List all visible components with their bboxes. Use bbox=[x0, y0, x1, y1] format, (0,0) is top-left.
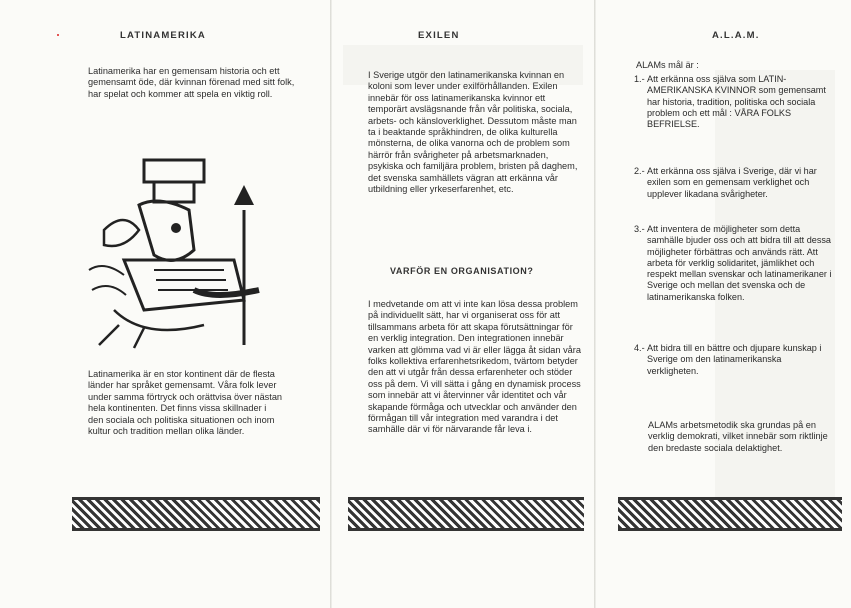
organisation-paragraph bbox=[368, 299, 582, 436]
decorative-border bbox=[72, 497, 320, 531]
panel-heading: A.L.A.M. bbox=[712, 30, 760, 41]
goal-text: Att bidra till en bättre och djupare kunskap i Sverige om den latinamerikanska verkligheten. bbox=[647, 343, 822, 376]
goals-intro: ALAMs mål är : bbox=[636, 60, 699, 70]
goal-text: Att erkänna oss själva i Sverige, där vi har exilen som en gemensam verklighet och upplever likadana svårigheter. bbox=[647, 166, 817, 199]
paragraph-text: I medvetande om att vi inte kan lösa dessa problem på individuellt sätt, har vi organiserat oss för att tillsammans arbeta för att skapa förutsättningar för en verklig integration. Den integrationen innebär varken att glömma vad vi är eller lägga åt sidan våra folks kollektiva erfarenhetsrikedom, tvärtom betyder den att vi utgår från dessa erfarenheter och stöder oss på dem. Vi vill sätta i gång en dynamisk process som innebär att vi återvinner vår identitet och vår skapande förmåga och utvecklar och använder den förmågan till vår integration med varandra i det samhälle där vi för närvarande får leva i. bbox=[368, 299, 581, 435]
panel-heading: LATINAMERIKA bbox=[120, 30, 206, 41]
paragraph-text: ALAMs arbetsmetodik ska grundas på en verklig demokrati, vilket innebär som riktlinje den bredaste sociala delaktighet. bbox=[648, 420, 828, 453]
section-subheading: VARFÖR EN ORGANISATION? bbox=[390, 266, 534, 276]
goal-number: 2.- bbox=[634, 166, 645, 176]
goal-text: Att inventera de möjligheter som detta samhälle bjuder oss och att bidra till att dessa möjligheter förbättras och används rätt. Att arbeta för verklig solidaritet, jämlikhet och respekt mellan svenskar och latinamerikaner i Sverige och mellan det svenska och de latinamerikanska folken. bbox=[647, 224, 832, 302]
goal-item-1 bbox=[634, 74, 832, 130]
paragraph-text: I Sverige utgör den latinamerikanska kvinnan en koloni som lever under exilförhållanden. Exilen innebär för oss latinamerikanska kvinnor ett temporärt avslägsnande från vår politiska, sociala, arbets- och känsloverklighet. Dessutom måste man ta i beaktande språkhindren, de olika kulturella mönsterna, de olika vanorna och de problem som härrör från svårigheter på arbetsmarknaden, psykiska och familjära problem, bristen på daghem, det svenska samhällets vägran att erkänna vår utbildning eller yrkeserfarenhet, etc. bbox=[368, 70, 578, 195]
goal-text: Att erkänna oss själva som LATIN-AMERIKANSKA KVINNOR som gemensamt har historia, tradition, politiska och sociala problem och ett mål : VÅRA FOLKS BEFRIELSE. bbox=[647, 74, 826, 130]
intro-paragraph bbox=[88, 66, 306, 100]
mayan-figure-icon bbox=[84, 150, 274, 350]
panel-heading: EXILEN bbox=[418, 30, 460, 41]
closing-paragraph bbox=[648, 420, 834, 454]
goal-item-3 bbox=[634, 224, 832, 303]
continent-paragraph bbox=[88, 369, 284, 437]
goal-number: 4.- bbox=[634, 343, 645, 353]
decorative-border bbox=[618, 497, 842, 531]
goal-item-2 bbox=[634, 166, 832, 200]
decorative-border bbox=[348, 497, 584, 531]
paragraph-text: Latinamerika har en gemensam historia och ett gemensamt öde, där kvinnan förenad med sitt folk, har spelat och kommer att spela en viktig roll. bbox=[88, 66, 295, 99]
goal-number: 1.- bbox=[634, 74, 645, 84]
paragraph-text: Latinamerika är en stor kontinent där de flesta länder har språket gemensamt. Våra folk lever under samma förtryck och orättvisa över nästan hela kontinenten. Det finns vissa skillnader i den sociala och politiska situationen och inom kultur och tradition mellan olika länder. bbox=[88, 369, 283, 437]
panel-exilen bbox=[332, 0, 594, 608]
goal-item-4 bbox=[634, 343, 832, 377]
panel-latinamerika bbox=[0, 0, 330, 608]
exile-paragraph bbox=[368, 70, 582, 195]
panel-alam bbox=[596, 0, 851, 608]
goal-number: 3.- bbox=[634, 224, 645, 234]
